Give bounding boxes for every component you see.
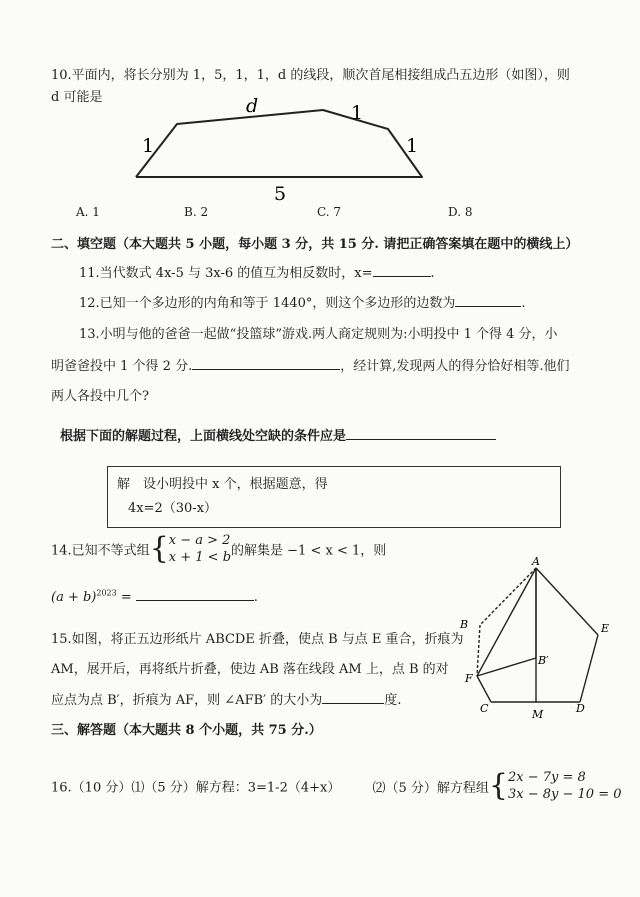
q12-text: 12.已知一个多边形的内角和等于 1440°，则这个多边形的边数为 xyxy=(79,296,456,311)
q11-text: 11.当代数式 4x-5 与 3x-6 的值互为相反数时，x= xyxy=(79,266,373,281)
q14-end: . xyxy=(253,590,258,605)
solution-box xyxy=(107,466,561,528)
q16 xyxy=(51,769,622,813)
q16-part2: ⑵（5 分）解方程组 xyxy=(372,780,489,796)
q16-system xyxy=(508,769,622,803)
q15-line3-b: 度. xyxy=(384,693,402,708)
q14-prefix: 14.已知不等式组 xyxy=(51,543,150,559)
q14-suffix: 的解集是 −1 < x < 1，则 xyxy=(231,543,387,559)
q14-ineq1: x − a > 2 xyxy=(168,533,231,548)
q11 xyxy=(79,262,435,281)
q15-line1: 15.如图，将正五边形纸片 ABCDE 折叠，使点 B 与点 E 重合，折痕为 xyxy=(51,632,464,647)
q15-line3-a: 应点为点 B′，折痕为 AF，则 ∠AFB′ 的大小为 xyxy=(51,693,323,708)
q10-line1: 10.平面内，将长分别为 1，5，1，1，d 的线段，顺次首尾相接组成凸五边形（如图），则 xyxy=(51,68,570,83)
pentagon-outline xyxy=(136,110,422,177)
edge-BF xyxy=(477,625,480,676)
q14-system xyxy=(169,532,231,566)
q13-condition-blank[interactable] xyxy=(192,356,340,370)
q12 xyxy=(79,292,526,311)
q10-option-d: D. 8 xyxy=(448,205,473,219)
q14-answer-blank[interactable] xyxy=(136,587,254,601)
point-F: F xyxy=(465,672,473,685)
q12-end: . xyxy=(521,296,526,311)
edge-CF xyxy=(477,676,491,702)
point-E: E xyxy=(601,622,610,635)
q16-eq2: 3x − 8y − 10 = 0 xyxy=(508,787,622,802)
point-C: C xyxy=(480,702,489,715)
folded-pentagon-figure xyxy=(450,552,622,722)
q13-instruction-text: 根据下面的解题过程，上面横线处空缺的条件应是 xyxy=(60,429,347,444)
pentagon-figure xyxy=(120,95,450,205)
edge-ED xyxy=(580,635,598,702)
point-B: B xyxy=(460,618,469,631)
q16-part1: 16.（10 分）⑴（5 分）解方程：3=1-2（4+x） xyxy=(51,780,341,796)
label-1-left: 1 xyxy=(142,135,155,157)
label-1-right: 1 xyxy=(406,135,419,157)
edge-AE xyxy=(536,568,598,635)
q15-line3 xyxy=(51,689,401,708)
edge-AF xyxy=(477,568,536,676)
point-A: A xyxy=(532,555,540,568)
q16-eq1: 2x − 7y = 8 xyxy=(508,770,586,785)
q13-line2 xyxy=(51,355,569,374)
q11-end: . xyxy=(430,266,435,281)
q13-line1: 13.小明与他的爸爸一起做“投篮球”游戏.两人商定规则为:小明投中 1 个得 4 分，小 xyxy=(79,327,558,342)
q14-expr: (a + b) xyxy=(51,590,97,605)
solution-line2: 4x=2（30-x） xyxy=(128,501,218,516)
label-5: 5 xyxy=(274,183,287,205)
q13-instruction-blank[interactable] xyxy=(346,426,496,440)
q15-line2: AM，展开后，再将纸片折叠，使边 AB 落在线段 AM 上，点 B 的对 xyxy=(51,662,449,677)
point-Bprime: B′ xyxy=(538,654,549,667)
q14-exponent: 2023 xyxy=(96,588,117,598)
q15-answer-blank[interactable] xyxy=(322,690,384,704)
q10-option-a: A. 1 xyxy=(76,205,100,219)
q13-line2-b: ，经计算,发现两人的得分恰好相等.他们 xyxy=(340,359,570,374)
label-1-top-right: 1 xyxy=(351,102,364,124)
q10-option-c: C. 7 xyxy=(317,205,342,219)
point-M: M xyxy=(532,708,544,721)
q10-line2: d 可能是 xyxy=(51,90,103,105)
q13-line2-a: 明爸爸投中 1 个得 2 分. xyxy=(51,359,193,374)
section2-title: 二、填空题（本大题共 5 小题，每小题 3 分，共 15 分. 请把正确答案填在题中的横线上） xyxy=(51,237,579,252)
q14-brace: { xyxy=(149,531,169,566)
q13-line3: 两人各投中几个? xyxy=(51,389,149,404)
q13-instruction xyxy=(60,425,496,444)
q16-brace: { xyxy=(488,768,508,803)
q14-line1 xyxy=(51,532,386,576)
q14-ineq2: x + 1 < b xyxy=(168,550,232,565)
section3-title: 三、解答题（本大题共 8 个小题，共 75 分.） xyxy=(51,723,322,738)
q14-eq: = xyxy=(120,590,132,605)
point-D: D xyxy=(576,702,585,715)
q12-answer-blank[interactable] xyxy=(455,293,521,307)
q14-line2 xyxy=(51,587,258,605)
q10-option-b: B. 2 xyxy=(184,205,209,219)
edge-AB xyxy=(480,568,536,625)
label-d: d xyxy=(246,95,259,117)
solution-line1: 解 设小明投中 x 个，根据题意，得 xyxy=(117,477,328,492)
q11-answer-blank[interactable] xyxy=(373,263,431,277)
